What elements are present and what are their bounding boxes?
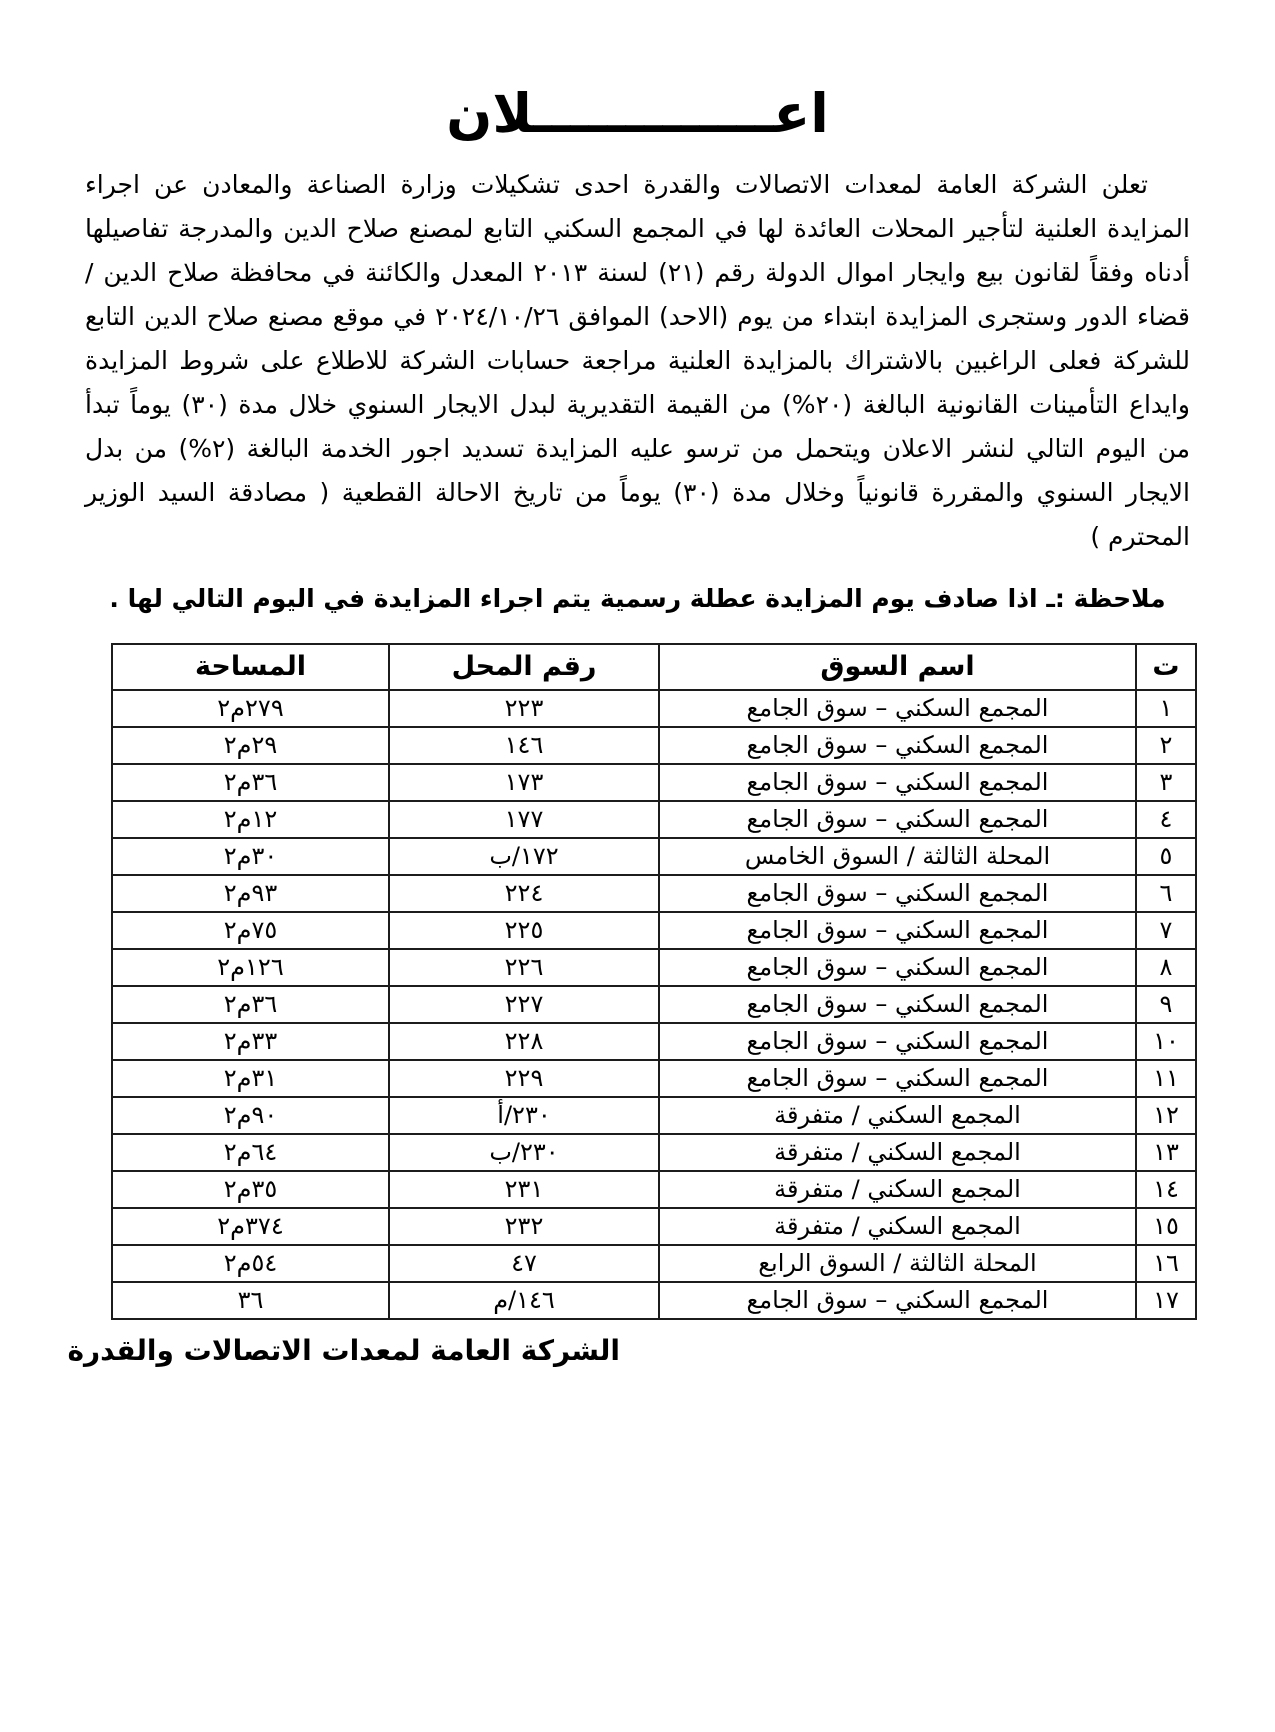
- cell-area: ٩٣م٢: [112, 875, 389, 912]
- table-row: [112, 875, 1196, 912]
- table-row: [112, 690, 1196, 727]
- cell-index: ١٣: [1136, 1134, 1196, 1171]
- table-row: [112, 1245, 1196, 1282]
- table-row: [112, 986, 1196, 1023]
- cell-shop-no: ٢٢٦: [389, 949, 659, 986]
- cell-area: ٥٤م٢: [112, 1245, 389, 1282]
- table-row: [112, 1171, 1196, 1208]
- cell-market: المجمع السكني / متفرقة: [659, 1134, 1136, 1171]
- cell-market: المجمع السكني – سوق الجامع: [659, 727, 1136, 764]
- cell-market: المجمع السكني – سوق الجامع: [659, 1023, 1136, 1060]
- cell-shop-no: ٢٢٨: [389, 1023, 659, 1060]
- table-row: [112, 1097, 1196, 1134]
- announcement-page: [0, 82, 1275, 1732]
- cell-index: ١٥: [1136, 1208, 1196, 1245]
- cell-index: ٨: [1136, 949, 1196, 986]
- table-row: [112, 1208, 1196, 1245]
- cell-shop-no: ٢٣٠/أ: [389, 1097, 659, 1134]
- cell-area: ٣٦م٢: [112, 986, 389, 1023]
- cell-market: المجمع السكني – سوق الجامع: [659, 949, 1136, 986]
- announcement-title: اعـــــــــــــلان: [446, 82, 829, 145]
- cell-index: ٧: [1136, 912, 1196, 949]
- cell-index: ١٧: [1136, 1282, 1196, 1319]
- header-index: ت: [1136, 644, 1196, 690]
- table-header-row: [112, 644, 1196, 690]
- cell-shop-no: ٢٢٥: [389, 912, 659, 949]
- cell-shop-no: ١٧٢/ب: [389, 838, 659, 875]
- cell-area: ٢٧٩م٢: [112, 690, 389, 727]
- cell-market: المحلة الثالثة / السوق الخامس: [659, 838, 1136, 875]
- cell-market: المجمع السكني – سوق الجامع: [659, 801, 1136, 838]
- cell-area: ٣٥م٢: [112, 1171, 389, 1208]
- cell-shop-no: ٢٢٣: [389, 690, 659, 727]
- table-row: [112, 1023, 1196, 1060]
- cell-area: ٣٠م٢: [112, 838, 389, 875]
- cell-area: ٣٣م٢: [112, 1023, 389, 1060]
- cell-index: ٩: [1136, 986, 1196, 1023]
- cell-shop-no: ٢٢٧: [389, 986, 659, 1023]
- cell-index: ٣: [1136, 764, 1196, 801]
- table-row: [112, 949, 1196, 986]
- note-line: [85, 581, 1190, 617]
- announcement-body: تعلن الشركة العامة لمعدات الاتصالات والقدرة احدى تشكيلات وزارة الصناعة والمعادن عن اجراء المزايدة العلنية لتأجير المحلات العائدة لها في المجمع السكني التابع لمصنع صلاح الدين والمدرجة تفاصيلها أدناه وفقاً لقانون بيع وايجار اموال الدولة رقم (٢١) لسنة ٢٠١٣ المعدل والكائنة في محافظة صلاح الدين / قضاء الدور وستجرى المزايدة ابتداء من يوم (الاحد) الموافق ٢٠٢٤/١٠/٢٦ في موقع مصنع صلاح الدين التابع للشركة فعلى الراغبين بالاشتراك بالمزايدة العلنية مراجعة حسابات الشركة للاطلاع على شروط المزايدة وايداع التأمينات القانونية البالغة (٢٠%) من القيمة التقديرية لبدل الايجار السنوي خلال مدة (٣٠) يوماً تبدأ من اليوم التالي لنشر الاعلان ويتحمل من ترسو عليه المزايدة تسديد اجور الخدمة البالغة (٢%) من بدل الايجار السنوي والمقررة قانونياً وخلال مدة (٣٠) يوماً من تاريخ الاحالة القطعية ( مصادقة السيد الوزير المحترم ): [85, 169, 1191, 551]
- cell-shop-no: ١٧٣: [389, 764, 659, 801]
- cell-market: المجمع السكني – سوق الجامع: [659, 875, 1136, 912]
- table-row: [112, 1134, 1196, 1171]
- cell-index: ٢: [1136, 727, 1196, 764]
- table-row: [112, 1282, 1196, 1319]
- cell-market: المجمع السكني / متفرقة: [659, 1097, 1136, 1134]
- shops-table: [111, 643, 1197, 1320]
- table-row: [112, 764, 1196, 801]
- cell-shop-no: ٢٢٤: [389, 875, 659, 912]
- cell-area: ٢٩م٢: [112, 727, 389, 764]
- cell-area: ١٢م٢: [112, 801, 389, 838]
- cell-market: المجمع السكني – سوق الجامع: [659, 1060, 1136, 1097]
- cell-index: ٦: [1136, 875, 1196, 912]
- cell-shop-no: ٢٣١: [389, 1171, 659, 1208]
- cell-market: المجمع السكني / متفرقة: [659, 1171, 1136, 1208]
- cell-market: المجمع السكني – سوق الجامع: [659, 690, 1136, 727]
- footer-signature: الشركة العامة لمعدات الاتصالات والقدرة: [67, 1333, 620, 1367]
- cell-index: ١٦: [1136, 1245, 1196, 1282]
- cell-index: ١٤: [1136, 1171, 1196, 1208]
- note-text: اذا صادف يوم المزايدة عطلة رسمية يتم اجراء المزايدة في اليوم التالي لها .: [109, 583, 1038, 613]
- cell-shop-no: ٢٣٢: [389, 1208, 659, 1245]
- cell-market: المجمع السكني – سوق الجامع: [659, 764, 1136, 801]
- cell-area: ٣٧٤م٢: [112, 1208, 389, 1245]
- cell-area: ٣٦م٢: [112, 764, 389, 801]
- cell-shop-no: ٤٧: [389, 1245, 659, 1282]
- table-row: [112, 801, 1196, 838]
- table-row: [112, 727, 1196, 764]
- table-row: [112, 1060, 1196, 1097]
- cell-market: المجمع السكني / متفرقة: [659, 1208, 1136, 1245]
- cell-shop-no: ١٤٦/م: [389, 1282, 659, 1319]
- cell-shop-no: ٢٣٠/ب: [389, 1134, 659, 1171]
- note-label: ملاحظة :ـ: [1046, 583, 1166, 613]
- cell-shop-no: ١٧٧: [389, 801, 659, 838]
- header-market: اسم السوق: [659, 644, 1136, 690]
- cell-market: المجمع السكني – سوق الجامع: [659, 1282, 1136, 1319]
- cell-area: ٩٠م٢: [112, 1097, 389, 1134]
- cell-area: ١٢٦م٢: [112, 949, 389, 986]
- header-area: المساحة: [112, 644, 389, 690]
- cell-area: ٣٦: [112, 1282, 389, 1319]
- cell-index: ١: [1136, 690, 1196, 727]
- cell-shop-no: ١٤٦: [389, 727, 659, 764]
- cell-area: ٣١م٢: [112, 1060, 389, 1097]
- cell-index: ١٠: [1136, 1023, 1196, 1060]
- cell-market: المجمع السكني – سوق الجامع: [659, 986, 1136, 1023]
- cell-market: المجمع السكني – سوق الجامع: [659, 912, 1136, 949]
- cell-area: ٦٤م٢: [112, 1134, 389, 1171]
- cell-index: ١١: [1136, 1060, 1196, 1097]
- cell-index: ١٢: [1136, 1097, 1196, 1134]
- cell-market: المحلة الثالثة / السوق الرابع: [659, 1245, 1136, 1282]
- header-shop-no: رقم المحل: [389, 644, 659, 690]
- cell-shop-no: ٢٢٩: [389, 1060, 659, 1097]
- cell-index: ٥: [1136, 838, 1196, 875]
- table-row: [112, 838, 1196, 875]
- cell-area: ٧٥م٢: [112, 912, 389, 949]
- cell-index: ٤: [1136, 801, 1196, 838]
- table-row: [112, 912, 1196, 949]
